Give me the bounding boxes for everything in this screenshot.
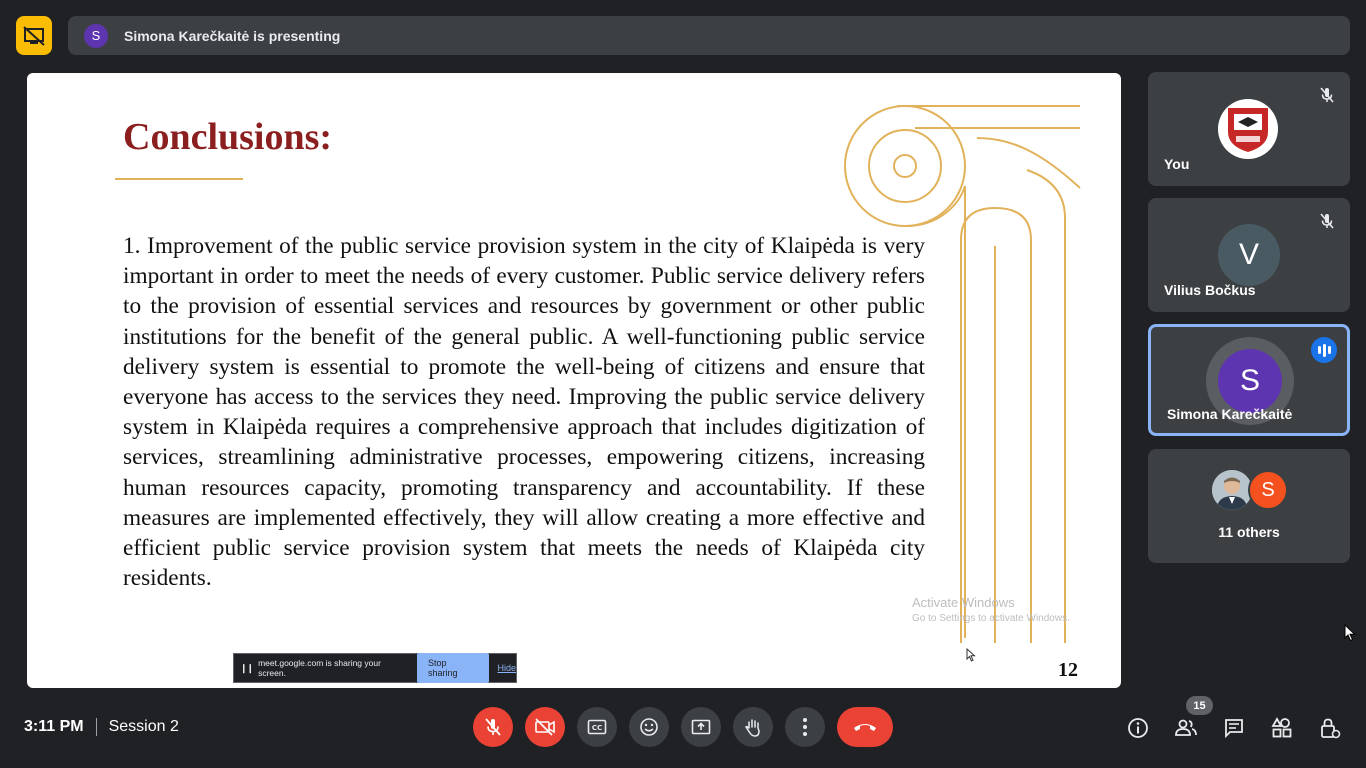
leave-call-button[interactable] <box>837 707 893 747</box>
captions-button[interactable] <box>577 707 617 747</box>
captions-icon <box>587 718 607 736</box>
participant-count-badge: 15 <box>1186 696 1213 715</box>
more-options-button[interactable] <box>785 707 825 747</box>
camera-toggle-button[interactable] <box>525 707 565 747</box>
pointer-icon <box>966 648 976 662</box>
mouse-cursor-icon <box>1344 624 1356 642</box>
participant-tile-others[interactable] <box>1148 449 1350 563</box>
chat-button[interactable] <box>1220 714 1248 742</box>
svg-text:CC: CC <box>591 724 603 732</box>
participant-avatar: V <box>1218 224 1280 286</box>
stop-presenting-icon[interactable] <box>16 16 52 55</box>
share-notice-text: meet.google.com is sharing your screen. <box>258 658 381 678</box>
camera-off-icon <box>534 717 556 737</box>
divider <box>96 718 97 736</box>
university-logo-avatar <box>1218 99 1278 159</box>
participant-tile-you[interactable] <box>1148 72 1350 186</box>
activate-windows-watermark <box>912 595 1070 624</box>
activities-button[interactable] <box>1268 714 1296 742</box>
presenting-text: Simona Karečkaitė is presenting <box>124 27 341 44</box>
activate-title: Activate Windows <box>912 595 1015 610</box>
host-controls-button[interactable] <box>1316 714 1344 742</box>
title-underline <box>115 178 243 180</box>
hide-link[interactable]: Hide <box>497 663 516 673</box>
participant-tile-simona[interactable] <box>1148 324 1350 436</box>
present-icon <box>691 718 711 736</box>
participant-tile-vilius[interactable] <box>1148 198 1350 312</box>
pause-icon: ❙❙ <box>240 662 254 673</box>
chat-icon <box>1223 717 1245 739</box>
participant-name: You <box>1164 156 1190 172</box>
presenter-avatar: S <box>84 24 108 48</box>
mic-toggle-button[interactable] <box>473 707 513 747</box>
people-icon <box>1174 718 1198 738</box>
presentation-slide <box>27 73 1121 688</box>
participant-avatar: S <box>1248 470 1288 510</box>
emoji-icon <box>639 717 659 737</box>
leave-call-icon <box>852 721 878 733</box>
more-options-icon <box>802 717 808 737</box>
participant-avatar: S <box>1218 349 1282 413</box>
others-count-label: 11 others <box>1218 524 1280 540</box>
info-icon <box>1127 717 1149 739</box>
activities-icon <box>1271 717 1293 739</box>
speaking-indicator-icon <box>1311 337 1337 363</box>
slide-body-text: 1. Improvement of the public service provision system in the city of Klaipėda is very important in order to meet the needs of every customer. Public service delivery refers to the provision of essential services and resources by government or other public institutions for the benefit of the general public. A well-functioning public service delivery system is essential to promote the well-being of citizens and ensure that everyone has access to the services they need. Improving the public service delivery system in Klaipėda requires a comprehensive approach that includes digitization of services, streamlining administrative processes, empowering citizens, increasing human resources capacity, promoting transparency and accountability. If these measures are implemented effectively, they will allow creating a more effective and efficient public service provision system that meets the needs of Klaipėda city residents. <box>123 233 925 592</box>
screen-share-notice <box>233 653 517 683</box>
column-ornament <box>837 98 1087 658</box>
activate-subtitle: Go to Settings to activate Windows. <box>912 613 1070 624</box>
emoji-reaction-button[interactable] <box>629 707 669 747</box>
host-controls-icon <box>1319 717 1341 739</box>
participant-photo-avatar <box>1212 470 1252 510</box>
mic-off-icon <box>1318 212 1336 235</box>
stop-sharing-button[interactable]: Stop sharing <box>417 653 489 683</box>
raise-hand-button[interactable] <box>733 707 773 747</box>
meeting-info <box>24 718 179 736</box>
meeting-title: Session 2 <box>108 718 179 735</box>
presenting-banner <box>68 16 1350 55</box>
slide-page-number: 12 <box>1058 659 1078 681</box>
participant-name: Vilius Bočkus <box>1164 282 1256 298</box>
raise-hand-icon <box>743 717 763 737</box>
mic-off-icon <box>483 717 503 737</box>
slide-title: Conclusions: <box>123 116 333 158</box>
people-button[interactable] <box>1172 714 1200 742</box>
present-now-button[interactable] <box>681 707 721 747</box>
participant-name: Simona Karečkaitė <box>1167 406 1293 422</box>
meeting-time: 3:11 PM <box>24 718 84 735</box>
meeting-details-button[interactable] <box>1124 714 1152 742</box>
mic-off-icon <box>1318 86 1336 109</box>
